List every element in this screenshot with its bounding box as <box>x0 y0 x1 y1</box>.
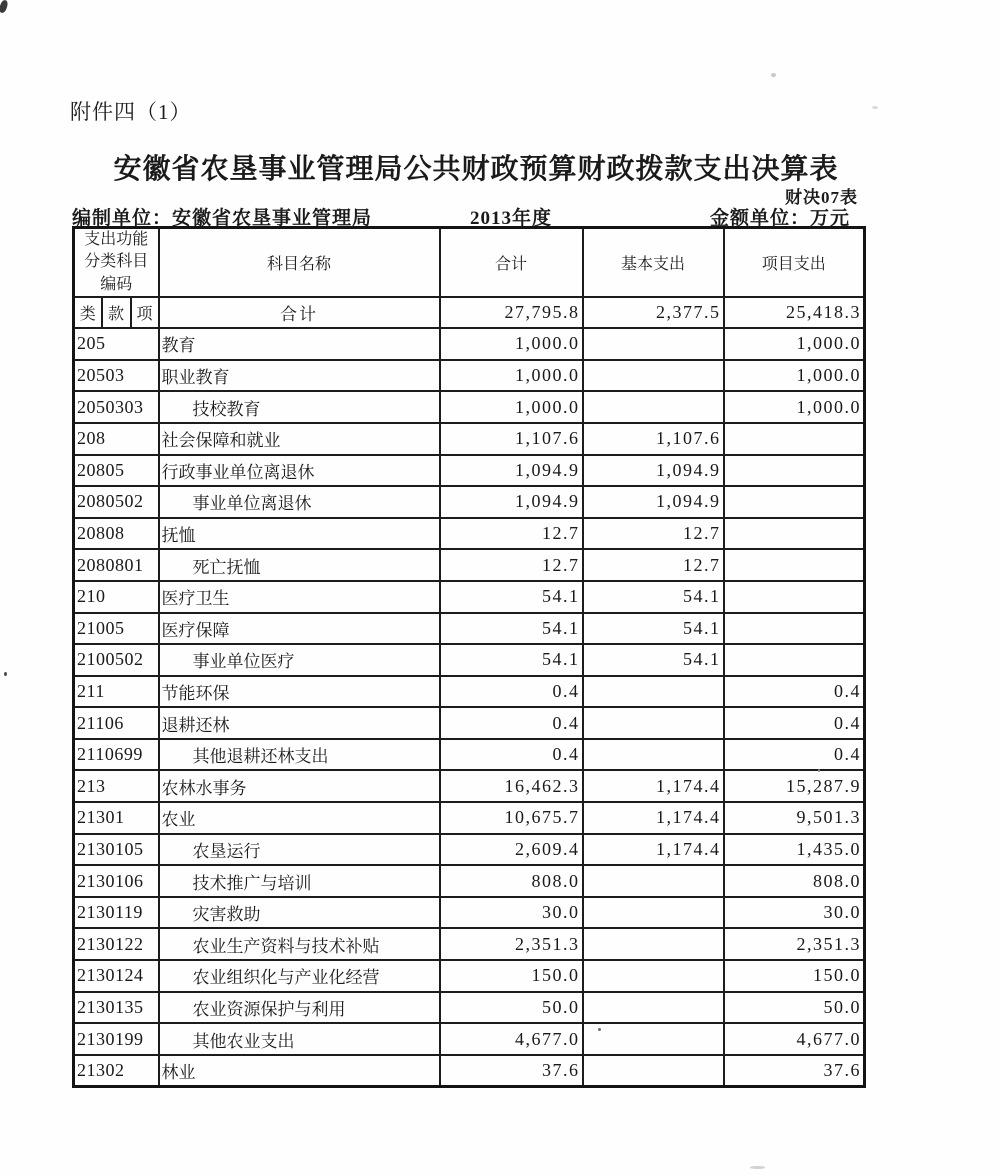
table-body <box>74 328 865 1086</box>
table-row <box>74 581 865 613</box>
row-code: 20808 <box>74 518 159 550</box>
row-basic-expenditure: 54.1 <box>583 613 724 645</box>
row-basic-expenditure <box>583 391 724 423</box>
table-row <box>74 328 865 360</box>
row-basic-expenditure: 1,174.4 <box>583 770 724 802</box>
row-subject-name: 行政事业单位离退休 <box>159 455 440 487</box>
row-total-amount: 4,677.0 <box>440 1023 583 1055</box>
row-subject-name: 事业单位医疗 <box>159 644 440 676</box>
scan-artifact <box>872 106 878 109</box>
row-code: 2050303 <box>74 391 159 423</box>
row-project-expenditure <box>724 486 865 518</box>
grand-total-project: 25,418.3 <box>724 297 865 328</box>
grand-total-label: 合计 <box>159 297 440 328</box>
row-total-amount: 54.1 <box>440 613 583 645</box>
row-subject-name: 技校教育 <box>159 391 440 423</box>
scan-artifact <box>4 672 7 676</box>
scan-artifact <box>771 73 776 77</box>
header-row <box>74 228 865 298</box>
row-total-amount: 2,609.4 <box>440 834 583 866</box>
row-subject-name: 农垦运行 <box>159 834 440 866</box>
table-row <box>74 802 865 834</box>
row-basic-expenditure <box>583 865 724 897</box>
row-project-expenditure <box>724 549 865 581</box>
row-code: 20805 <box>74 455 159 487</box>
row-total-amount: 37.6 <box>440 1055 583 1087</box>
row-code: 2130106 <box>74 865 159 897</box>
row-subject-name: 教育 <box>159 328 440 360</box>
table-row <box>74 865 865 897</box>
form-code-label: 财决07表 <box>785 188 858 207</box>
column-header-code: 支出功能分类科目编码 <box>74 228 159 298</box>
row-project-expenditure <box>724 518 865 550</box>
code-sub-header-item: 项 <box>131 297 159 328</box>
prepared-by-label: 编制单位：安徽省农垦事业管理局 <box>72 208 373 229</box>
row-subject-name: 事业单位离退休 <box>159 486 440 518</box>
row-basic-expenditure <box>583 897 724 929</box>
row-project-expenditure: 2,351.3 <box>724 928 865 960</box>
row-subject-name: 技术推广与培训 <box>159 865 440 897</box>
table-row <box>74 518 865 550</box>
row-subject-name: 农林水事务 <box>159 770 440 802</box>
row-code: 2080801 <box>74 549 159 581</box>
row-project-expenditure: 1,000.0 <box>724 360 865 392</box>
row-code: 21106 <box>74 707 159 739</box>
row-project-expenditure: 4,677.0 <box>724 1023 865 1055</box>
row-total-amount: 1,000.0 <box>440 360 583 392</box>
row-subject-name: 医疗卫生 <box>159 581 440 613</box>
row-basic-expenditure <box>583 328 724 360</box>
attachment-label: 附件四（1） <box>70 100 192 124</box>
row-total-amount: 30.0 <box>440 897 583 929</box>
row-project-expenditure: 808.0 <box>724 865 865 897</box>
row-code: 21302 <box>74 1055 159 1087</box>
row-code: 205 <box>74 328 159 360</box>
table-row <box>74 423 865 455</box>
row-total-amount: 0.4 <box>440 676 583 708</box>
document-title: 安徽省农垦事业管理局公共财政预算财政拨款支出决算表 <box>113 154 839 185</box>
amount-unit-label: 金额单位：万元 <box>709 208 850 229</box>
row-basic-expenditure <box>583 1023 724 1055</box>
row-code: 20503 <box>74 360 159 392</box>
row-code: 2130199 <box>74 1023 159 1055</box>
row-total-amount: 12.7 <box>440 549 583 581</box>
row-code: 2130124 <box>74 960 159 992</box>
row-total-amount: 1,000.0 <box>440 391 583 423</box>
table-header <box>74 228 865 329</box>
table-row <box>74 549 865 581</box>
row-basic-expenditure <box>583 676 724 708</box>
row-code: 2110699 <box>74 739 159 771</box>
row-basic-expenditure: 12.7 <box>583 518 724 550</box>
row-basic-expenditure: 12.7 <box>583 549 724 581</box>
table-row <box>74 928 865 960</box>
row-project-expenditure: 0.4 <box>724 707 865 739</box>
row-project-expenditure: 150.0 <box>724 960 865 992</box>
row-project-expenditure: 30.0 <box>724 897 865 929</box>
row-total-amount: 0.4 <box>440 707 583 739</box>
row-project-expenditure <box>724 644 865 676</box>
row-code: 21005 <box>74 613 159 645</box>
row-code: 210 <box>74 581 159 613</box>
row-subject-name: 农业资源保护与利用 <box>159 992 440 1024</box>
row-project-expenditure: 9,501.3 <box>724 802 865 834</box>
table-row <box>74 486 865 518</box>
row-code: 208 <box>74 423 159 455</box>
table-row <box>74 360 865 392</box>
table-row <box>74 992 865 1024</box>
grand-total-basic: 2,377.5 <box>583 297 724 328</box>
column-header-total: 合计 <box>440 228 583 298</box>
row-subject-name: 其他退耕还林支出 <box>159 739 440 771</box>
row-total-amount: 54.1 <box>440 581 583 613</box>
row-basic-expenditure <box>583 928 724 960</box>
row-total-amount: 1,094.9 <box>440 455 583 487</box>
row-total-amount: 54.1 <box>440 644 583 676</box>
row-code: 21301 <box>74 802 159 834</box>
table-row <box>74 391 865 423</box>
row-total-amount: 10,675.7 <box>440 802 583 834</box>
scan-artifact <box>0 0 9 14</box>
row-project-expenditure: 37.6 <box>724 1055 865 1087</box>
row-total-amount: 16,462.3 <box>440 770 583 802</box>
row-basic-expenditure: 1,107.6 <box>583 423 724 455</box>
column-header-project-expenditure: 项目支出 <box>724 228 865 298</box>
row-total-amount: 1,094.9 <box>440 486 583 518</box>
row-basic-expenditure: 54.1 <box>583 644 724 676</box>
table-row <box>74 1023 865 1055</box>
row-total-amount: 1,000.0 <box>440 328 583 360</box>
row-project-expenditure: 0.4 <box>724 676 865 708</box>
grand-total-amount: 27,795.8 <box>440 297 583 328</box>
row-total-amount: 1,107.6 <box>440 423 583 455</box>
fiscal-year-label: 2013年度 <box>470 208 553 229</box>
row-subject-name: 其他农业支出 <box>159 1023 440 1055</box>
row-code: 2130135 <box>74 992 159 1024</box>
row-subject-name: 农业生产资料与技术补贴 <box>159 928 440 960</box>
row-basic-expenditure: 1,094.9 <box>583 455 724 487</box>
row-subject-name: 抚恤 <box>159 518 440 550</box>
row-project-expenditure <box>724 455 865 487</box>
row-subject-name: 农业 <box>159 802 440 834</box>
table-row <box>74 644 865 676</box>
row-project-expenditure: 1,435.0 <box>724 834 865 866</box>
row-subject-name: 农业组织化与产业化经营 <box>159 960 440 992</box>
table-row <box>74 770 865 802</box>
row-project-expenditure <box>724 613 865 645</box>
row-code: 2100502 <box>74 644 159 676</box>
row-total-amount: 12.7 <box>440 518 583 550</box>
row-subject-name: 职业教育 <box>159 360 440 392</box>
row-total-amount: 2,351.3 <box>440 928 583 960</box>
row-total-amount: 50.0 <box>440 992 583 1024</box>
table-row <box>74 739 865 771</box>
column-header-subject-name: 科目名称 <box>159 228 440 298</box>
table-row <box>74 960 865 992</box>
code-sub-header-class: 类 <box>74 297 102 328</box>
row-total-amount: 150.0 <box>440 960 583 992</box>
row-subject-name: 死亡抚恤 <box>159 549 440 581</box>
table-row <box>74 707 865 739</box>
row-basic-expenditure <box>583 1055 724 1087</box>
row-code: 2130122 <box>74 928 159 960</box>
row-basic-expenditure <box>583 360 724 392</box>
row-basic-expenditure: 1,174.4 <box>583 834 724 866</box>
row-code: 2080502 <box>74 486 159 518</box>
column-header-basic-expenditure: 基本支出 <box>583 228 724 298</box>
row-code: 2130105 <box>74 834 159 866</box>
row-project-expenditure: 50.0 <box>724 992 865 1024</box>
row-code: 213 <box>74 770 159 802</box>
row-subject-name: 退耕还林 <box>159 707 440 739</box>
code-sub-header-section: 款 <box>102 297 131 328</box>
grand-total-row <box>74 297 865 328</box>
row-total-amount: 808.0 <box>440 865 583 897</box>
row-project-expenditure <box>724 423 865 455</box>
table-row <box>74 897 865 929</box>
row-code: 211 <box>74 676 159 708</box>
row-project-expenditure <box>724 581 865 613</box>
scan-artifact <box>750 1166 765 1169</box>
row-basic-expenditure <box>583 739 724 771</box>
table-row <box>74 1055 865 1087</box>
row-basic-expenditure: 1,174.4 <box>583 802 724 834</box>
row-project-expenditure: 1,000.0 <box>724 328 865 360</box>
row-subject-name: 社会保障和就业 <box>159 423 440 455</box>
row-basic-expenditure <box>583 960 724 992</box>
table-row <box>74 455 865 487</box>
table-row <box>74 834 865 866</box>
row-subject-name: 医疗保障 <box>159 613 440 645</box>
table-row <box>74 613 865 645</box>
expenditure-table <box>72 226 866 1088</box>
row-basic-expenditure: 54.1 <box>583 581 724 613</box>
row-code: 2130119 <box>74 897 159 929</box>
row-subject-name: 林业 <box>159 1055 440 1087</box>
row-basic-expenditure: 1,094.9 <box>583 486 724 518</box>
row-project-expenditure: 15,287.9 <box>724 770 865 802</box>
table-row <box>74 676 865 708</box>
row-project-expenditure: 1,000.0 <box>724 391 865 423</box>
row-subject-name: 灾害救助 <box>159 897 440 929</box>
row-basic-expenditure <box>583 707 724 739</box>
row-project-expenditure: 0.4 <box>724 739 865 771</box>
row-basic-expenditure <box>583 992 724 1024</box>
row-subject-name: 节能环保 <box>159 676 440 708</box>
row-total-amount: 0.4 <box>440 739 583 771</box>
